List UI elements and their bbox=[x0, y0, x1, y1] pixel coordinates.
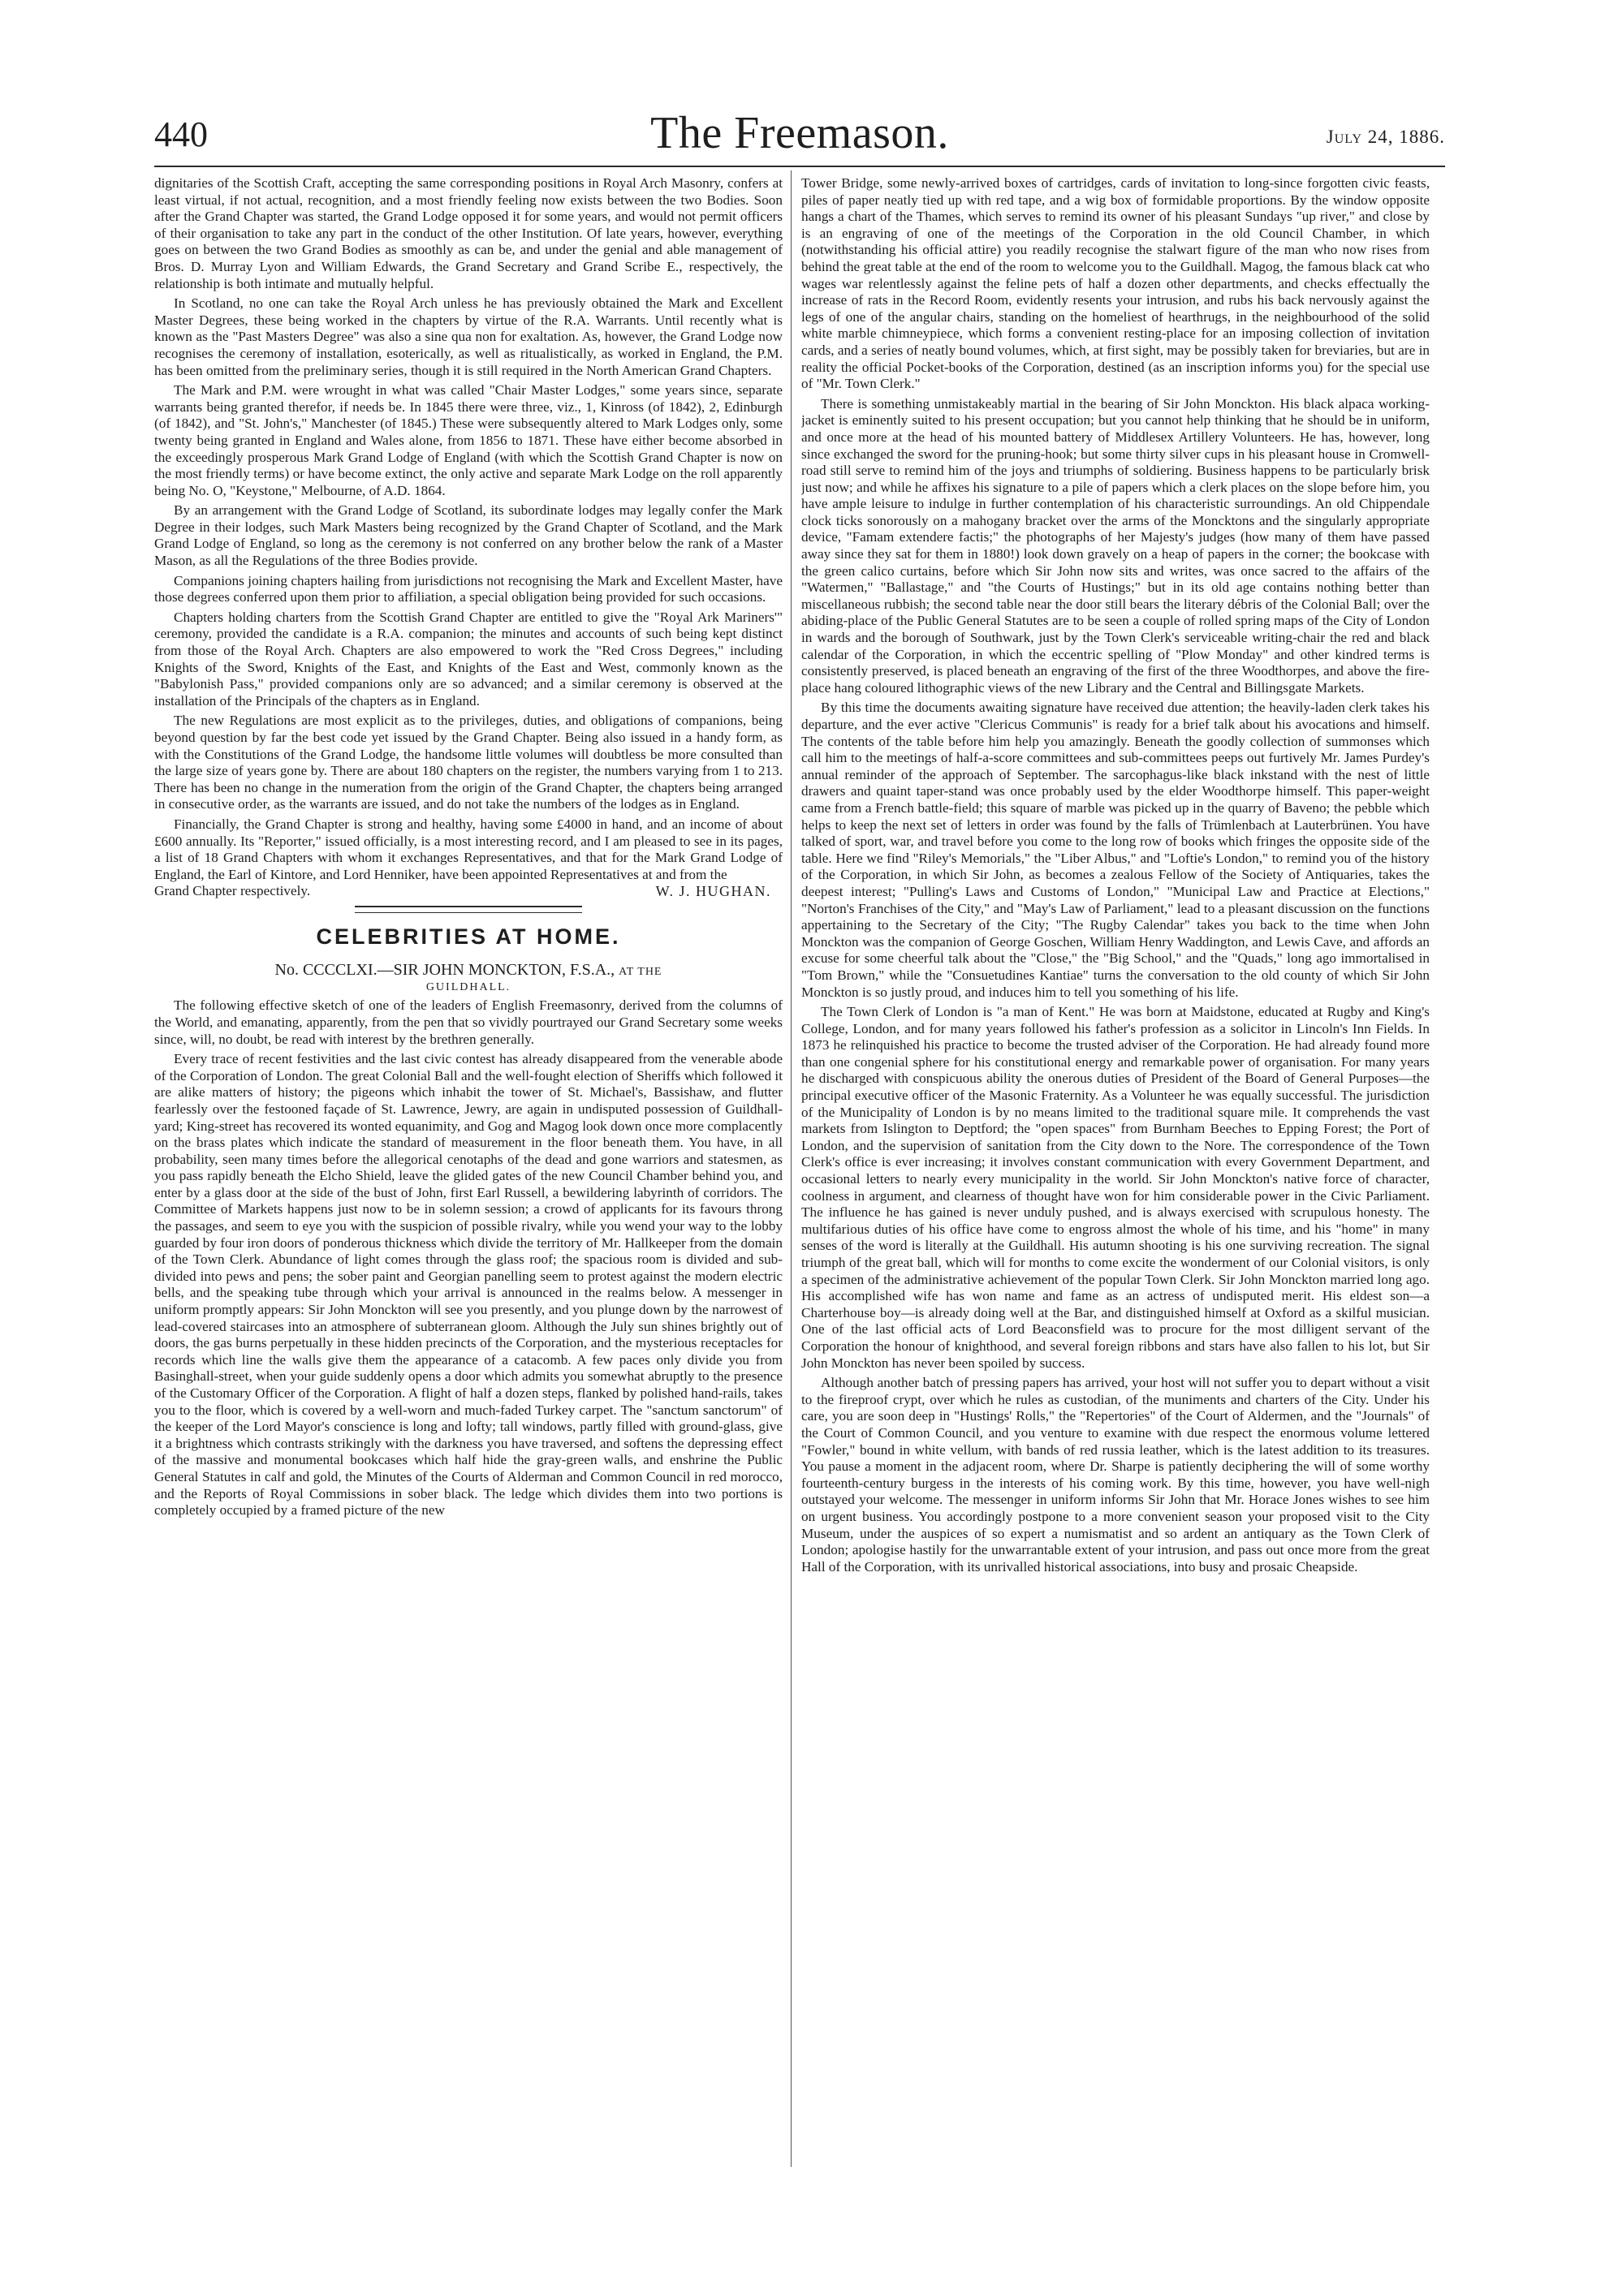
header-rule bbox=[154, 166, 1445, 167]
column-divider bbox=[791, 170, 792, 2167]
paragraph: The Mark and P.M. were wrought in what was called "Chair Master Lodges," some years since, separate warrants being granted therefor, if needs be. In 1845 there were three, viz., 1, Kinross (of 1842), 2, Edinburgh (of 1842), and "St. John's," Manchester (of 1845.) These were subsequently altered to Mark Lodges only, some twenty being granted in England and Wales alone, from 1856 to 1871. These have either become absorbed in the exceedingly prosperous Mark Grand Lodge of England (with which the Scottish Grand Chapter is now on the most friendly terms) or have become extinct, the only active and separate Mark Lodge on the roll apparently being No. O, "Keystone," Melbourne, of A.D. 1864. bbox=[154, 382, 783, 498]
paragraph: dignitaries of the Scottish Craft, accepting the same corresponding positions in Royal Arch Masonry, confers at least virtual, if not actual, recognition, and a most friendly feeling now exists between the two Bodies. Soon after the Grand Chapter was started, the Grand Lodge opposed it for some years, and would not permit officers of their organisation to take any part in the conduct of the other Institution. Of late years, however, everything goes on between the two Grand Bodies as smoothly as can be, and under the genial and able management of Bros. D. Murray Lyon and William Edwards, the Grand Secretary and Grand Scribe E., respectively, the relationship is both intimate and mutually helpful. bbox=[154, 175, 783, 291]
paragraph: The new Regulations are most explicit as to the privileges, duties, and obligations of companions, being beyond question by far the best code yet issued by the Grand Chapter. Being also issued in a handy form, as with the Constitutions of the Grand Lodge, the handsome little volumes will doubtless be more consulted than the large size of years gone by. There are about 180 chapters on the register, the numbers varying from 1 to 213. There has been no change in the numeration from the origin of the Grand Chapter, the chapters being arranged in consecutive order, as the warrants are issued, and do not take the numbers of the lodges as in England. bbox=[154, 713, 783, 812]
section-divider bbox=[355, 906, 582, 913]
paragraph: Every trace of recent festivities and the last civic contest has already disappeared from the venerable abode of the Corporation of London. The great Colonial Ball and the well-fought election of Sheriffs which followed it are alike matters of history; the pigeons which inhabit the tower of St. Michael's, Bassishaw, and flutter fearlessly over the festooned façade of St. Lawrence, Jewry, are again in undisputed possession of Guildhall-yard; King-street has recovered its wonted equanimity, and Gog and Magog look down once more complacently on the brass plates which indicate the standard of measurement in the floor beneath them. You have, in all probability, seen many times before the allegorical cenotaphs of the dead and gone warriors and statesmen, as you pass rapidly beneath the Elcho Shield, leave the glided gates of the new Council Chamber behind you, and enter by a glass door at the side of the bust of John, first Earl Russell, a bewildering labyrinth of corridors. The Committee of Markets happens just now to be in solemn session; a crowd of applicants for its favours throng the passages, and seem to eye you with the suspicion of possible rivalry, while you wend your way to the lobby guarded by four iron doors of ponderous thickness which divide the territory of Mr. Hallkeeper from the domain of the Town Clerk. Abundance of light comes through the glass roof; the spacious room is divided and sub-divided into pews and pens; the sober paint and Georgian panelling seem to protest against the modern electric bells, and the speaking tube through which your arrival is announced in the realms below. A messenger in uniform promptly appears: Sir John Monckton will see you presently, and you plunge down by the narrowest of lead-covered staircases into an atmosphere of subterranean gloom. Although the July sun shines brightly out of doors, the gas burns perpetually in these hidden precincts of the Corporation, and the mysterious receptacles for records which line the walls give them the appearance of a catacomb. A few paces only divide you from Basinghall-street, when your guide suddenly opens a door which admits you somewhat abruptly to the presence of the Customary Officer of the Corporation. A flight of half a dozen steps, flanked by polished hand-rails, takes you to the floor, which is covered by a well-worn and much-faded Turkey carpet. The "sanctum sanctorum" of the keeper of the Lord Mayor's conscience is long and lofty; tall windows, partly filled with ground-glass, give it a brightness which contrasts strikingly with the darkness you have traversed, and softens the depressing effect of the massive and monumental bookcases which half hide the gray-green walls, and enshrine the Public General Statutes in calf and gold, the Minutes of the Courts of Alderman and Common Council in red morocco, and the Reports of Royal Commissions in sober black. The ledge which divides them into two portions is completely occupied by a framed picture of the new bbox=[154, 1051, 783, 1518]
paragraph: By this time the documents awaiting signature have received due attention; the heavily-laden clerk takes his departure, and the ever active "Clericus Communis" is ready for a brief talk about his avocations and himself. The contents of the table before him help you amazingly. Beneath the goodly collection of summonses which call him to the meetings of half-a-score committees and sub-committees peeps out furtively Mr. James Purdey's annual reminder of the approach of September. The sarcophagus-like black inkstand with the nest of little drawers and quaint taper-stand was once probably used by the elder Woodthorpe himself. This paper-weight came from a French battle-field; this square of marble was picked up in the quarry of Baveno; the pebble which helps to keep the next set of letters in order was found by the falls of Trümlenbach at Lauterbrünen. You have talked of sport, war, and travel before you come to the long row of books which fringes the opposite side of the table. Here we find "Riley's Memorials," the "Liber Albus," and "Loftie's London," to remind you of the history of the Corporation, in which Sir John, as becomes a zealous Fellow of the Society of Antiquaries, takes the deepest interest; "Pulling's Laws and Customs of London," "Municipal Law and Practice at Elections," "Norton's Franchises of the City," and "May's Law of Parliament," lead to a pleasant discussion on the functions appertaining to the Secretary of the City; "The Rugby Calendar" takes you back to the time when John Monckton was the companion of George Goschen, William Henry Waddington, and Lewis Cave, and affords an excuse for some cheerful talk about the "Close," the "Big School," and the "Quads," long ago immortalised in "Tom Brown," while the "Consuetudines Kantiae" turns the conversation to the old county of which Sir John Monckton is so justly proud, and induces him to tell you something of his life. bbox=[801, 700, 1430, 1000]
page-number: 440 bbox=[154, 114, 208, 154]
paragraph: By an arrangement with the Grand Lodge of Scotland, its subordinate lodges may legally confer the Mark Degree in their lodges, such Mark Masters being recognized by the Grand Chapter of Scotland, and the Mark Grand Lodge of England, so long as the ceremony is not conferred on any brother below the rank of a Master Mason, as all the Regulations of the three Bodies provide. bbox=[154, 502, 783, 569]
paragraph: The Town Clerk of London is "a man of Kent." He was born at Maidstone, educated at Rugby and King's College, London, and for many years followed his father's profession as a solicitor in Lincoln's Inn Fields. In 1873 he relinquished his practice to become the trusted adviser of the Corporation. He had already found more than one congenial sphere for his constitutional energy and remarkable power of organisation. For many years he discharged with conspicuous ability the onerous duties of President of the Board of General Purposes—the principal executive officer of the Masonic Fraternity. As a Volunteer he was equally successful. The jurisdiction of the Municipality of London is by no means limited to the traditional square mile. It comprehends the vast markets from Islington to Deptford; the "open spaces" from Burnham Beeches to Epping Forest; the Port of London, and the supervision of sanitation from the City down to the Nore. The correspondence of the Town Clerk's office is ever increasing; it involves constant communication with every Government Department, and occasional letters to nearly every municipality in the world. Sir John Monckton's native force of character, coolness in argument, and clearness of thought have won for him considerable power in the Civic Parliament. The influence he has gained is never unduly pushed, and is always exercised with scrupulous honesty. The multifarious duties of his office have come to engross almost the whole of his time, and his "home" in many senses of the word is literally at the Guildhall. His autumn shooting is his one surviving recreation. The signal triumph of the great ball, which will for months to come excite the wonderment of our Colonial visitors, is only a specimen of the administrative achievement of the popular Town Clerk. Sir John Monckton married long ago. His accomplished wife has won name and fame as an actress of undisputed merit. His eldest son—a Charterhouse boy—is already doing well at the Bar, and distinguished himself at Oxford as a skilful musician. One of the last official acts of Lord Beaconsfield was to procure for the most dilligent servant of the Corporation the honour of knighthood, and several foreign ribbons and stars have also fallen to his lot, but Sir John Monckton has never been spoiled by success. bbox=[801, 1004, 1430, 1371]
author-signature: W. J. HUGHAN. bbox=[655, 883, 771, 900]
section-title: CELEBRITIES AT HOME. bbox=[316, 924, 621, 950]
page-header bbox=[154, 109, 1445, 161]
article-subheading bbox=[154, 961, 783, 980]
paragraph: There is something unmistakeably martial in the bearing of Sir John Monckton. His black alpaca working-jacket is eminently suited to his present occupation; but you cannot help thinking that he should be in uniform, and once more at the head of his mounted battery of Middlesex Artillery Volunteers. He has, however, long since exchanged the sword for the pruning-hook; but some thirty silver cups in his pleasant house in Cromwell-road still serve to remind him of the joys and triumphs of soldiering. Business happens to be particularly brisk just now; and while he affixes his signature to a pile of papers which a clerk places on the slope before him, you have ample leisure to indulge in further contemplation of his characteristic surroundings. An old Chippendale clock ticks sonorously on a mahogany bracket over the arms of the Moncktons and the singularly appropriate device, "Famam extendere factis;" the photographs of her Majesty's judges (how many of them have passed away since they sat for them in 1880!) look down gravely on a heap of papers in the corner; the bookcase with the green calico curtains, before which Sir John now sits and writes, was once sacred to the affairs of the "Watermen," "Ballastage," and "the Courts of Hustings;" but in its old age contains nothing better than miscellaneous rubbish; the second table near the door still bears the literary débris of the Colonial Ball; over the abiding-place of the Public General Statutes are to be seen a couple of rolled spring maps of the City of London in wards and the borough of Southwark, just by the Town Clerk's serviceable writing-chair the red and black calendar of the Corporation, in which the eccentric spelling of "Plow Monday" and other kindred terms is consistently preserved, is placed beneath an engraving of the first of the three Woodthorpes, and above the fire-place hang coloured lithographic views of the new Library and the Central and Billingsgate Markets. bbox=[801, 395, 1430, 696]
masthead-title: The Freemason. bbox=[650, 108, 949, 158]
subheading-location: GUILDHALL. bbox=[425, 981, 511, 994]
subheading-small: AT THE bbox=[619, 966, 662, 979]
right-column bbox=[801, 175, 1430, 2208]
paragraph: Companions joining chapters hailing from jurisdictions not recognising the Mark and Excellent Master, have those degrees conferred upon them prior to affiliation, a special obligation being provided for such occasions. bbox=[154, 572, 783, 605]
paragraph: In Scotland, no one can take the Royal Arch unless he has previously obtained the Mark and Excellent Master Degrees, these being worked in the chapters by virtue of the R.A. Warrants. Until recently what is known as the "Past Masters Degree" was also a sine qua non for exaltation. As, however, the Grand Lodge now recognises the ceremony of installation, esoterically, as well as ritualistically, as worked in England, the P.M. has been omitted from the preliminary series, though it is still required in the North American Grand Chapters. bbox=[154, 295, 783, 378]
paragraph: Although another batch of pressing papers has arrived, your host will not suffer you to depart without a visit to the fireproof crypt, over which he rules as custodian, of the muniments and charters of the City. Under his care, you are soon deep in "Hustings' Rolls," the "Repertories" of the Court of Aldermen, and the "Journals" of the Court of Common Council, and you venture to examine with due respect the enormous volume lettered "Fowler," bound in white vellum, with bands of red russia leather, which is the latest addition to its treasures. You pause a moment in the adjacent room, where Dr. Sharpe is patiently deciphering the will of some worthy fourteenth-century burgess in the interests of his coming work. By this time, however, you have well-nigh outstayed your welcome. The messenger in uniform informs Sir John that Mr. Horace Jones wishes to see him on urgent business. You accordingly postpone to a more convenient season your proposed visit to the City Museum, under the auspices of so expert a numismatist and so ardent an antiquary as the Town Clerk of London; apologise hastily for the unwarrantable extent of your intrusion, and pass out once more from the great Hall of the Corporation, with its unrivalled historical associations, into busy and prosaic Cheapside. bbox=[801, 1375, 1430, 1574]
paragraph: Financially, the Grand Chapter is strong and healthy, having some £4000 in hand, and an income of about £600 annually. Its "Reporter," issued officially, is a most interesting record, and I am pleased to see in its pages, a list of 18 Grand Chapters with whom it exchanges Representatives, and that for the Mark Grand Lodge of England, the Earl of Kintore, and Lord Henniker, have been appointed Representatives at and from the bbox=[154, 816, 783, 882]
closing-line: Grand Chapter respectively. bbox=[154, 883, 311, 899]
signature-line bbox=[154, 883, 783, 901]
paragraph: The following effective sketch of one of the leaders of English Freemasonry, derived from the columns of the World, and emanating, apparently, from the pen that so vividly pourtrayed our Grand Secretary some weeks since, will, no doubt, be read with interest by the brethren generally. bbox=[154, 997, 783, 1047]
issue-date: July 24, 1886. bbox=[1326, 127, 1445, 147]
paragraph: Tower Bridge, some newly-arrived boxes of cartridges, cards of invitation to long-since forgotten civic feasts, piles of paper neatly tied up with red tape, and a wig box of formidable proportions. By the window opposite hangs a chart of the Thames, which serves to remind its owner of his pleasant Sundays "up river," and close by is an engraving of one of the meetings of the Corporation in the old Council Chamber, in which (notwithstanding his official attire) you readily recognise the stalwart figure of the man who now rises from behind the great table at the end of the room to welcome you to the Guildhall. Magog, the famous black cat who wages war relentlessly against the feline pets of half a dozen other departments, and checks effectually the increase of rats in the Record Room, evidently resents your intrusion, and rubs his back nervously against the legs of one of the angular chairs, standing on the homeliest of hearthrugs, in the neighbourhood of the solid white marble chimneypiece, which forms a convenient resting-place for an imposing collection of invitation cards, and a series of neatly bound volumes, which, at first sight, may be possibly taken for breviaries, but are in reality the official Pocket-books of the Corporation, destined (as an inscription informs you) for the special use of "Mr. Town Clerk." bbox=[801, 175, 1430, 392]
subheading-main: No. CCCCLXI.—SIR JOHN MONCKTON, F.S.A., bbox=[274, 961, 615, 980]
paragraph: Chapters holding charters from the Scottish Grand Chapter are entitled to give the "Royal Ark Mariners'" ceremony, provided the candidate is a R.A. companion; the minutes and accounts of such being kept distinct from those of the Royal Arch. Chapters are also empowered to work the "Red Cross Degrees," including Knights of the Sword, Knights of the East, and Knights of the East and West, commonly known as the "Babylonish Pass," provided companions only are so advanced; and a similar ceremony is observed at the installation of the Principals of the chapters as in England. bbox=[154, 609, 783, 709]
left-column bbox=[154, 175, 783, 2178]
